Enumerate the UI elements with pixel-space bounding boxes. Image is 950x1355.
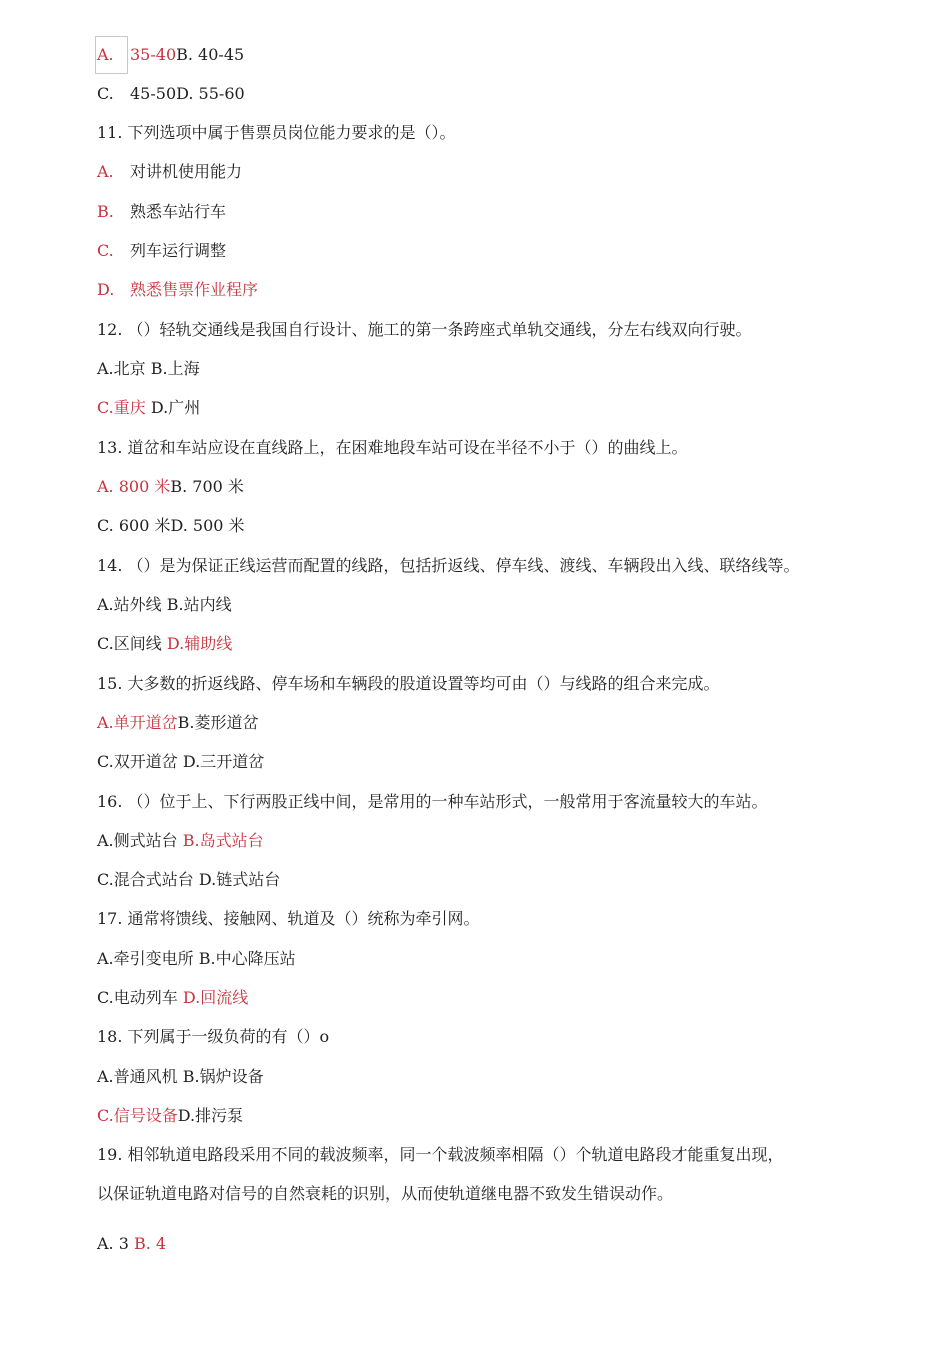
answer-text: B.岛式站台: [182, 831, 264, 850]
text-line: [97, 123, 456, 143]
text-line: [97, 1067, 264, 1087]
line-text: 12. （）轻轨交通线是我国自行设计、施工的第一条跨座式单轨交通线，分左右线双向行驶。: [97, 320, 752, 339]
line-text: A.普通风机 B.锅炉设备: [97, 1067, 264, 1086]
text-line: [97, 359, 200, 379]
text-line: [97, 241, 226, 261]
text-line: [97, 713, 259, 733]
line-text: 对讲机使用能力: [130, 162, 243, 181]
text-line: [97, 792, 768, 812]
line-text: A.北京 B.上海: [97, 359, 200, 378]
answer-text: D.回流线: [182, 988, 249, 1007]
line-text: 45-50D. 55-60: [130, 84, 245, 103]
line-text: C.: [97, 84, 114, 103]
line-text: 16. （）位于上、下行两股正线中间，是常用的一种车站形式，一般常用于客流量较大的车站。: [97, 792, 768, 811]
text-line: [97, 45, 244, 65]
line-text: C.电动列车: [97, 988, 183, 1007]
text-line: [97, 674, 720, 694]
text-line: [97, 398, 200, 418]
text-line: [97, 634, 232, 654]
line-text: A. 3: [97, 1234, 134, 1253]
text-line: [97, 1027, 329, 1047]
line-text: D.排污泵: [177, 1106, 244, 1125]
answer-text: C.信号设备: [97, 1106, 178, 1125]
line-text: 15. 大多数的折返线路、停车场和车辆段的股道设置等均可由（）与线路的组合来完成。: [97, 674, 720, 693]
text-line: [97, 556, 800, 576]
text-line: [97, 162, 242, 182]
text-line: [97, 595, 232, 615]
answer-text: C.: [97, 241, 114, 260]
line-text: C.双开道岔 D.三开道岔: [97, 752, 265, 771]
line-text: 以保证轨道电路对信号的自然衰耗的识别，从而使轨道继电器不致发生错误动作。: [97, 1184, 674, 1203]
text-line: [97, 320, 752, 340]
answer-text: A.: [97, 45, 114, 64]
line-text: 14. （）是为保证正线运营而配置的线路，包括折返线、停车线、渡线、车辆段出入线、联络线等。: [97, 556, 800, 575]
line-text: A.侧式站台: [97, 831, 183, 850]
line-text: 熟悉车站行车: [130, 202, 227, 221]
line-text: C.区间线: [97, 634, 167, 653]
answer-text: C.重庆: [97, 398, 146, 417]
line-text: 17. 通常将馈线、接触网、轨道及（）统称为牵引网。: [97, 909, 480, 928]
text-line: [97, 909, 480, 929]
line-text: B.菱形道岔: [177, 713, 259, 732]
line-text: C. 600 米D. 500 米: [97, 516, 245, 535]
line-text: B. 700 米: [170, 477, 244, 496]
text-line: [97, 84, 245, 104]
answer-text: A.单开道岔: [97, 713, 178, 732]
line-text: C.混合式站台 D.链式站台: [97, 870, 281, 889]
line-text: 11. 下列选项中属于售票员岗位能力要求的是（）。: [97, 123, 456, 142]
text-line: [97, 1234, 166, 1254]
line-text: 13. 道岔和车站应设在直线路上，在困难地段车站可设在半径不小于（）的曲线上。: [97, 438, 688, 457]
text-line: [97, 949, 296, 969]
answer-text: B. 4: [134, 1234, 167, 1253]
text-line: [97, 870, 280, 890]
line-text: A.牵引变电所 B.中心降压站: [97, 949, 296, 968]
answer-text: 35-40: [130, 45, 177, 64]
text-line: [97, 831, 264, 851]
answer-text: A.: [97, 162, 114, 181]
text-line: [97, 1184, 673, 1204]
answer-text: D.: [97, 280, 115, 299]
text-line: [97, 202, 226, 222]
text-line: [97, 477, 244, 497]
answer-text: B.: [97, 202, 114, 221]
line-text: A.站外线 B.站内线: [97, 595, 232, 614]
answer-text: D.辅助线: [166, 634, 233, 653]
line-text: 19. 相邻轨道电路段采用不同的载波频率，同一个载波频率相隔（）个轨道电路段才能重复出现，: [97, 1145, 784, 1164]
line-text: 18. 下列属于一级负荷的有（）o: [97, 1027, 330, 1046]
text-line: [97, 1106, 243, 1126]
text-line: [97, 516, 245, 536]
text-line: [97, 280, 258, 300]
text-line: [97, 438, 688, 458]
line-text: 列车运行调整: [130, 241, 227, 260]
text-line: [97, 988, 248, 1008]
line-text: D.广州: [145, 398, 201, 417]
text-line: [97, 752, 264, 772]
line-text: B. 40-45: [176, 45, 245, 64]
text-line: [63, 1145, 784, 1165]
answer-text: A. 800 米: [97, 477, 171, 496]
answer-text: 熟悉售票作业程序: [130, 280, 259, 299]
